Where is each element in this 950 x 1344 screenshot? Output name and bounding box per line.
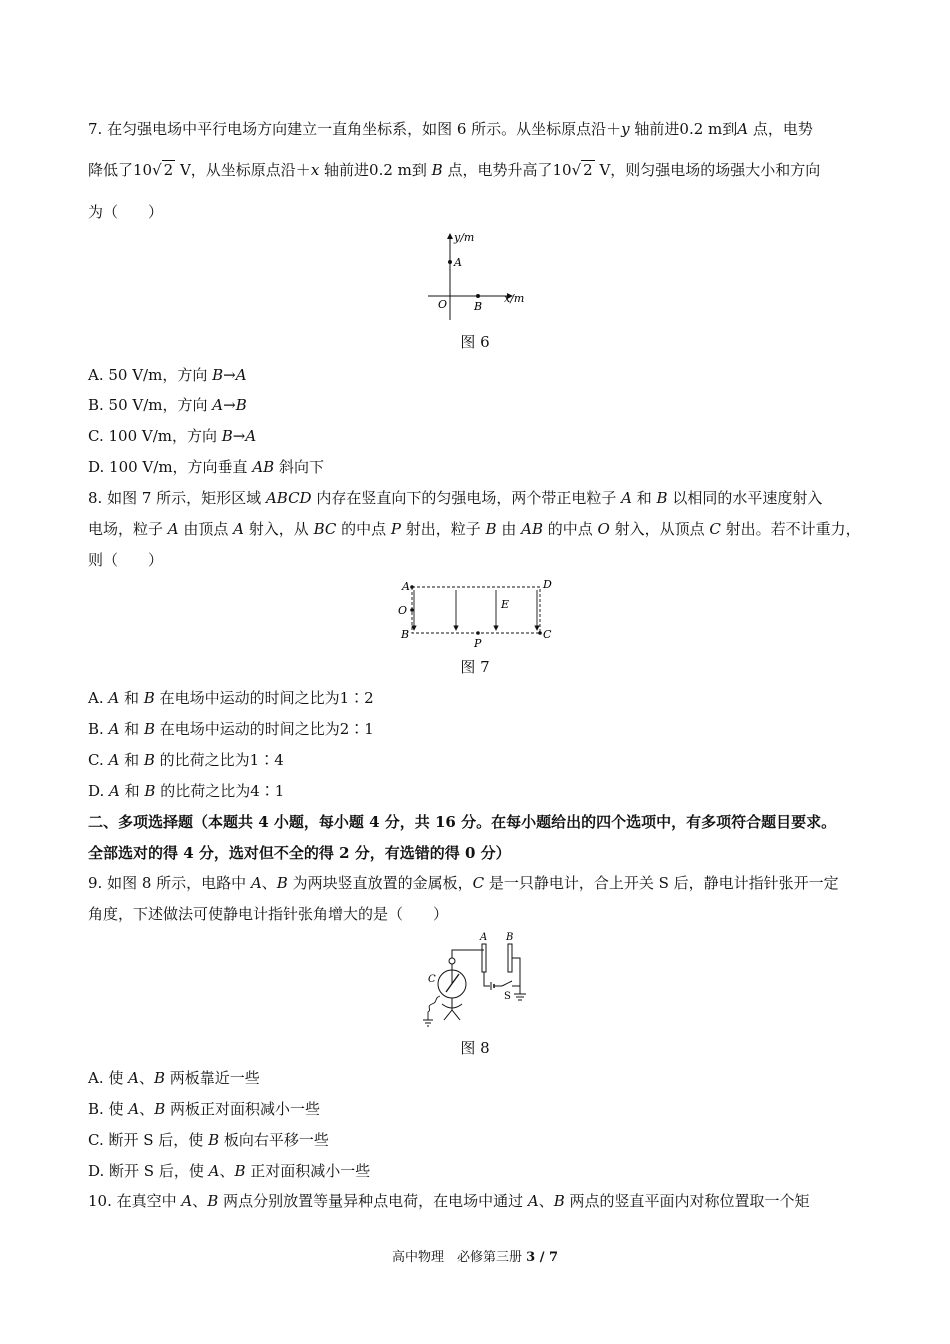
figure-8 — [420, 928, 530, 1030]
q7-option-c[interactable]: C. 100 V/m，方向 B→A — [88, 427, 257, 445]
q9-option-d[interactable]: D. 断开 S 后，使 A、B 正对面积减小一些 — [88, 1162, 371, 1180]
q7-stem-line-2: 降低了10√ 2 V，从坐标原点沿＋x 轴前进0.2 m到 B 点，电势升高了10√ 2 V，则匀强电场的场强大小和方向 — [88, 161, 821, 179]
q10-stem-line-1: 10. 在真空中 A、B 两点分别放置等量异种点电荷，在电场中通过 A、B 两点的竖直平面内对称位置取一个矩 — [88, 1192, 810, 1210]
label-a: A — [402, 580, 410, 593]
label-b: B — [506, 932, 514, 943]
q8-option-b[interactable]: B. A 和 B 在电场中运动的时间之比为2∶1 — [88, 720, 374, 738]
q9-option-a[interactable]: A. 使 A、B 两板靠近一些 — [88, 1069, 260, 1087]
electroscope-knob — [449, 958, 455, 964]
section-2-heading: 二、多项选择题（本题共 4 小题，每小题 4 分，共 16 分。在每小题给出的四个选项中，有多项符合题目要求。 — [88, 813, 837, 831]
q8-option-d[interactable]: D. A 和 B 的比荷之比为4∶1 — [88, 782, 285, 800]
q8-stem-line-2: 电场，粒子 A 由顶点 A 射入，从 BC 的中点 P 射出，粒子 B 由 AB 的中点 O 射入，从顶点 C 射出。若不计重力， — [88, 520, 861, 538]
q8-option-c[interactable]: C. A 和 B 的比荷之比为1∶4 — [88, 751, 284, 769]
plate-a — [482, 944, 486, 972]
figure-6 — [420, 228, 540, 323]
page-number: 3 / 7 — [526, 1250, 559, 1265]
page-footer — [0, 1246, 950, 1265]
origin-label: O — [438, 298, 448, 311]
point-b-label: B — [474, 300, 483, 313]
switch-s — [502, 981, 512, 986]
label-s: S — [504, 991, 511, 1002]
q7-option-a[interactable]: A. 50 V/m，方向 B→A — [88, 366, 247, 384]
q9-option-c[interactable]: C. 断开 S 后，使 B 板向右平移一些 — [88, 1131, 329, 1149]
label-c: C — [428, 974, 436, 985]
label-c: C — [543, 628, 552, 641]
footer-subject: 高中物理 必修第三册 — [391, 1250, 527, 1265]
label-a: A — [480, 932, 488, 943]
plate-b — [508, 944, 512, 972]
field-region — [412, 587, 540, 633]
q9-stem-line-1: 9. 如图 8 所示，电路中 A、B 为两块竖直放置的金属板，C 是一只静电计，合上开关 S 后，静电计指针张开一定 — [88, 874, 839, 892]
figure-6-caption: 图 6 — [460, 333, 490, 351]
label-b: B — [401, 628, 410, 641]
q8-option-a[interactable]: A. A 和 B 在电场中运动的时间之比为1∶2 — [88, 689, 374, 707]
label-o: O — [398, 604, 408, 617]
label-e: E — [501, 598, 510, 611]
y-axis-label: y/m — [454, 231, 475, 244]
sqrt-symbol: √ 2 — [571, 161, 593, 179]
figure-8-caption: 图 8 — [460, 1039, 490, 1057]
q9-option-b[interactable]: B. 使 A、B 两板正对面积减小一些 — [88, 1100, 320, 1118]
q7-option-b[interactable]: B. 50 V/m，方向 A→B — [88, 396, 247, 414]
label-d: D — [543, 578, 552, 591]
q7-stem-line-3: 为（ ） — [88, 203, 164, 221]
label-p: P — [474, 637, 482, 650]
point-b — [476, 294, 480, 298]
section-2-instructions: 全部选对的得 4 分，选对但不全的得 2 分，有选错的得 0 分） — [88, 844, 511, 862]
q8-stem-line-3: 则（ ） — [88, 551, 164, 569]
point-a — [448, 260, 452, 264]
q9-stem-line-2: 角度，下述做法可使静电计指针张角增大的是（ ） — [88, 905, 449, 923]
q7-stem-line-1: 7. 在匀强电场中平行电场方向建立一直角坐标系，如图 6 所示。从坐标原点沿＋y 轴前进0.2 m到A 点，电势 — [88, 120, 813, 138]
q7-option-d[interactable]: D. 100 V/m，方向垂直 AB 斜向下 — [88, 458, 324, 476]
point-c — [538, 631, 542, 635]
x-axis-label: x/m — [504, 292, 525, 305]
point-p — [476, 631, 480, 635]
point-a — [410, 585, 414, 589]
figure-7-caption: 图 7 — [460, 658, 490, 676]
figure-7 — [394, 576, 562, 650]
sqrt-symbol: √ 2 — [152, 161, 174, 179]
point-a-label: A — [454, 256, 462, 269]
point-o — [410, 608, 414, 612]
q8-stem-line-1: 8. 如图 7 所示，矩形区域 ABCD 内存在竖直向下的匀强电场，两个带正电粒子 A 和 B 以相同的水平速度射入 — [88, 489, 823, 507]
